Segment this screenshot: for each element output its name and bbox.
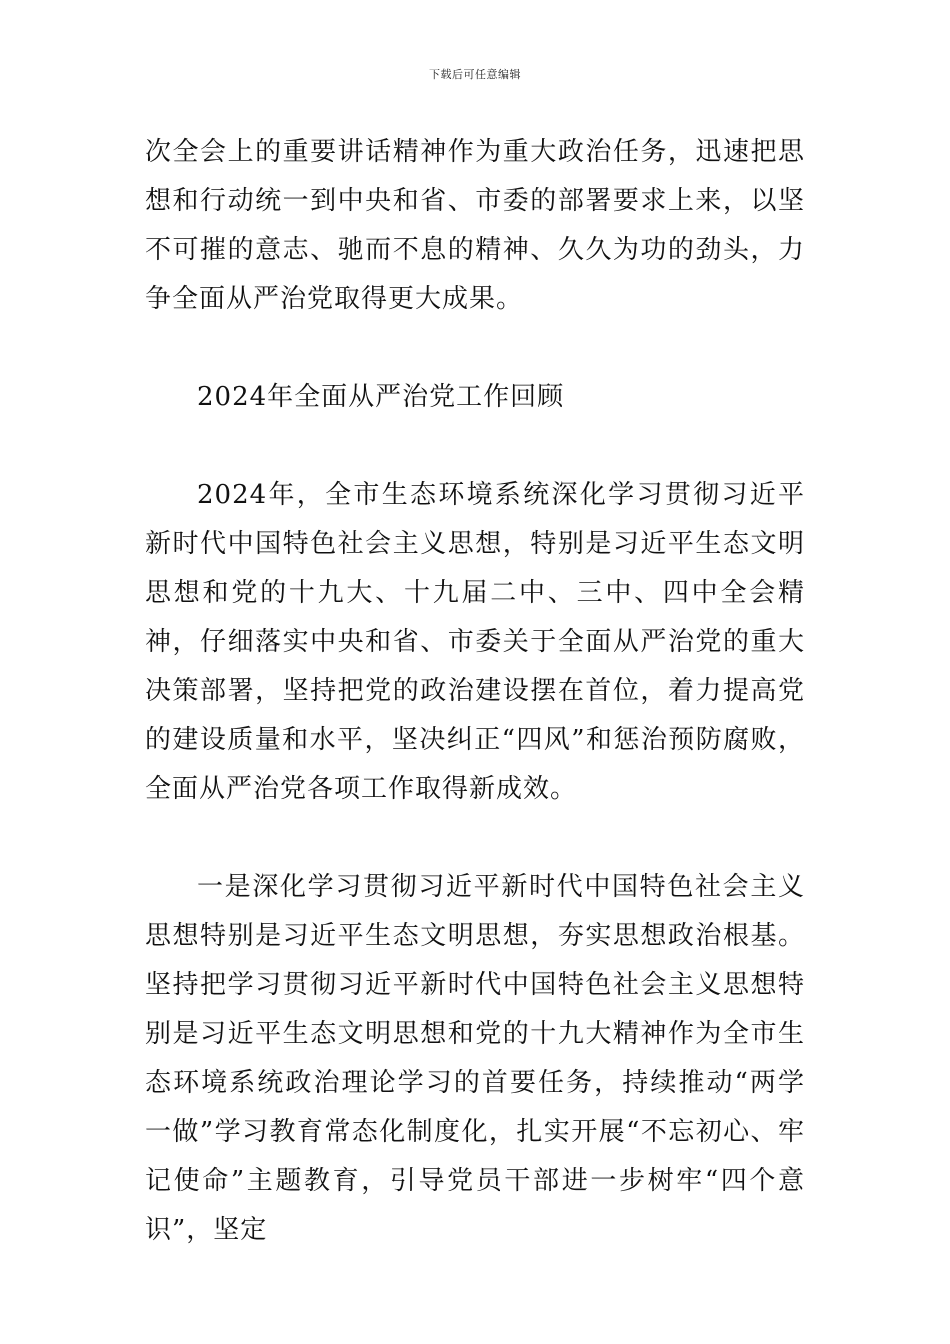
document-body [145, 128, 805, 1255]
download-edit-note: 下载后可任意编辑 [429, 68, 521, 81]
section-heading: 2024年全面从严治党工作回顾 [197, 382, 565, 412]
paragraph-gap [145, 324, 805, 373]
paragraph-gap [145, 814, 805, 863]
paragraph-2024-overview: 2024年，全市生态环境系统深化学习贯彻习近平新时代中国特色社会主义思想，特别是习近平生态文明思想和党的十九大、十九届二中、三中、四中全会精神，仔细落实中央和省、市委关于全面从严治党的重大决策部署，坚持把党的政治建设摆在首位，着力提高党的建设质量和水平，坚决纠正“四风”和惩治预防腐败，全面从严治党各项工作取得新成效。 [145, 480, 805, 804]
paragraph-continuation: 次全会上的重要讲话精神作为重大政治任务，迅速把思想和行动统一到中央和省、市委的部署要求上来，以坚不可摧的意志、驰而不息的精神、久久为功的劲头，力争全面从严治党取得更大成果。 [145, 137, 805, 314]
paragraph-point-one: 一是深化学习贯彻习近平新时代中国特色社会主义思想特别是习近平生态文明思想，夯实思想政治根基。坚持把学习贯彻习近平新时代中国特色社会主义思想特别是习近平生态文明思想和党的十九大精神作为全市生态环境系统政治理论学习的首要任务，持续推动“两学一做”学习教育常态化制度化，扎实开展“不忘初心、牢记使命”主题教育，引导党员干部进一步树牢“四个意识”，坚定 [145, 872, 805, 1245]
paragraph-gap [145, 422, 805, 471]
